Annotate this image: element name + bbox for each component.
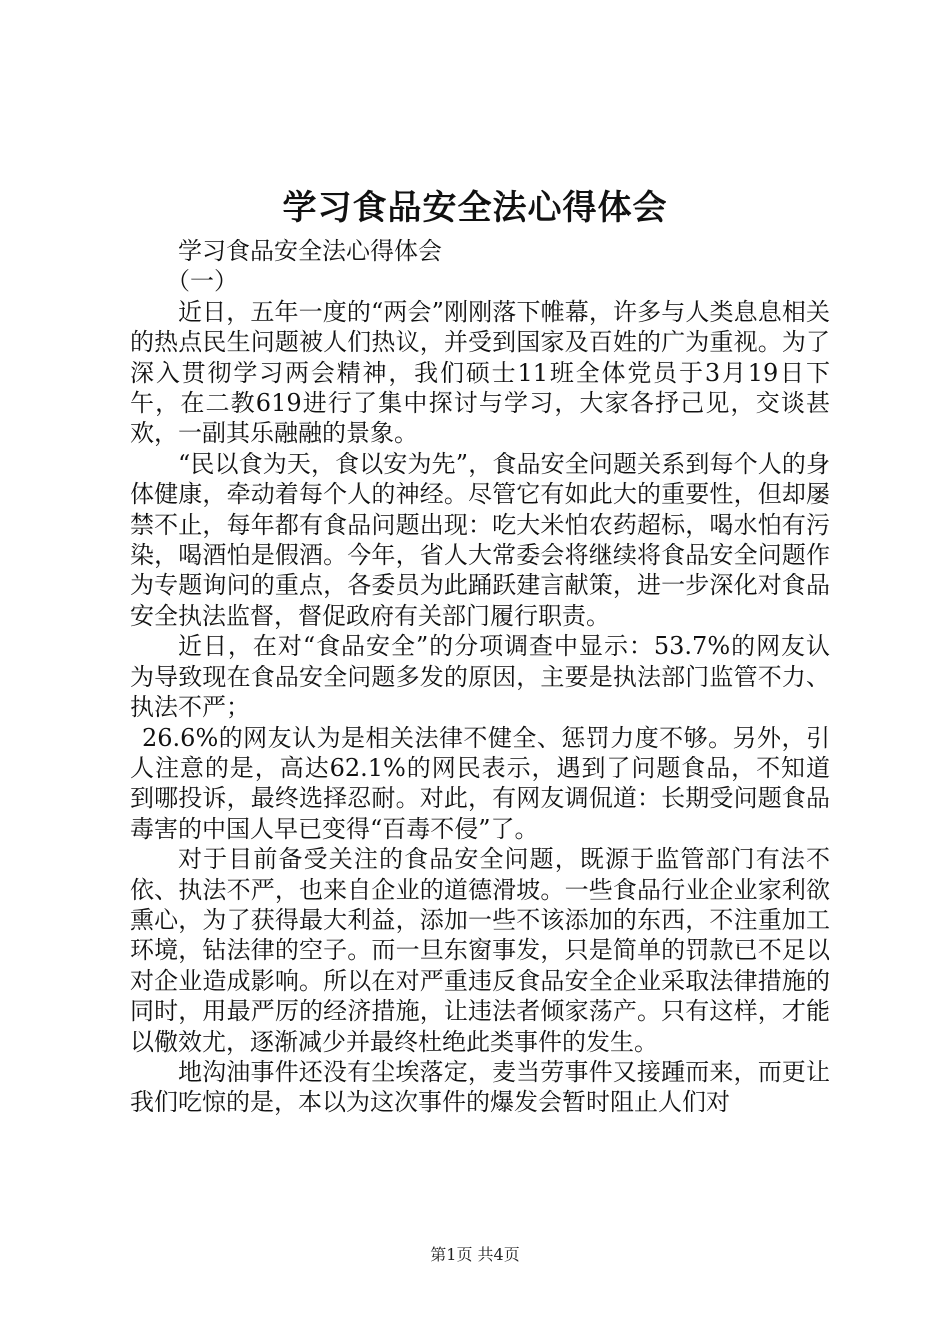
paragraph: 26.6%的网友认为是相关法律不健全、惩罚力度不够。另外，引人注意的是，高达62.1%的网民表示，遇到了问题食品，不知道到哪投诉，最终选择忍耐。对此，有网友调侃道：长期受问题食品毒害的中国人早已变得“百毒不侵”了。 — [130, 723, 830, 843]
paragraph: 对于目前备受关注的食品安全问题，既源于监管部门有法不依、执法不严，也来自企业的道德滑坡。一些食品行业企业家利欲熏心，为了获得最大利益，添加一些不该添加的东西，不注重加工环境，钻法律的空子。而一旦东窗事发，只是简单的罚款已不足以对企业造成影响。所以在对严重违反食品安全企业采取法律措施的同时，用最严厉的经济措施，让违法者倾家荡产。只有这样，才能以儆效尤，逐渐减少并最终杜绝此类事件的发生。 — [130, 845, 830, 1056]
document-title: 学习食品安全法心得体会 — [282, 188, 668, 228]
document-subtitle: 学习食品安全法心得体会 — [178, 237, 442, 265]
paragraph: 地沟油事件还没有尘埃落定，麦当劳事件又接踵而来，而更让我们吃惊的是，本以为这次事件的爆发会暂时阻止人们对 — [130, 1057, 830, 1117]
paragraph: 近日，五年一度的“两会”刚刚落下帷幕，许多与人类息息相关的热点民生问题被人们热议，并受到国家及百姓的广为重视。为了深入贯彻学习两会精神，我们硕士11班全体党员于3月19日下午，在二教619进行了集中探讨与学习，大家各抒己见，交谈甚欢，一副其乐融融的景象。 — [130, 297, 830, 448]
document-body — [130, 236, 830, 1118]
section-marker: （一） — [166, 267, 238, 296]
paragraph: 近日，在对“食品安全”的分项调查中显示：53.7%的网友认为导致现在食品安全问题多发的原因，主要是执法部门监管不力、执法不严； — [130, 632, 830, 722]
page-footer: 第1页 共4页 — [430, 1245, 520, 1264]
paragraph: “民以食为天，食以安为先”，食品安全问题关系到每个人的身体健康，牵动着每个人的神经。尽管它有如此大的重要性，但却屡禁不止，每年都有食品问题出现：吃大米怕农药超标，喝水怕有污染，喝酒怕是假酒。今年，省人大常委会将继续将食品安全问题作为专题询问的重点，各委员为此踊跃建言献策，进一步深化对食品安全执法监督，督促政府有关部门履行职责。 — [130, 449, 830, 630]
